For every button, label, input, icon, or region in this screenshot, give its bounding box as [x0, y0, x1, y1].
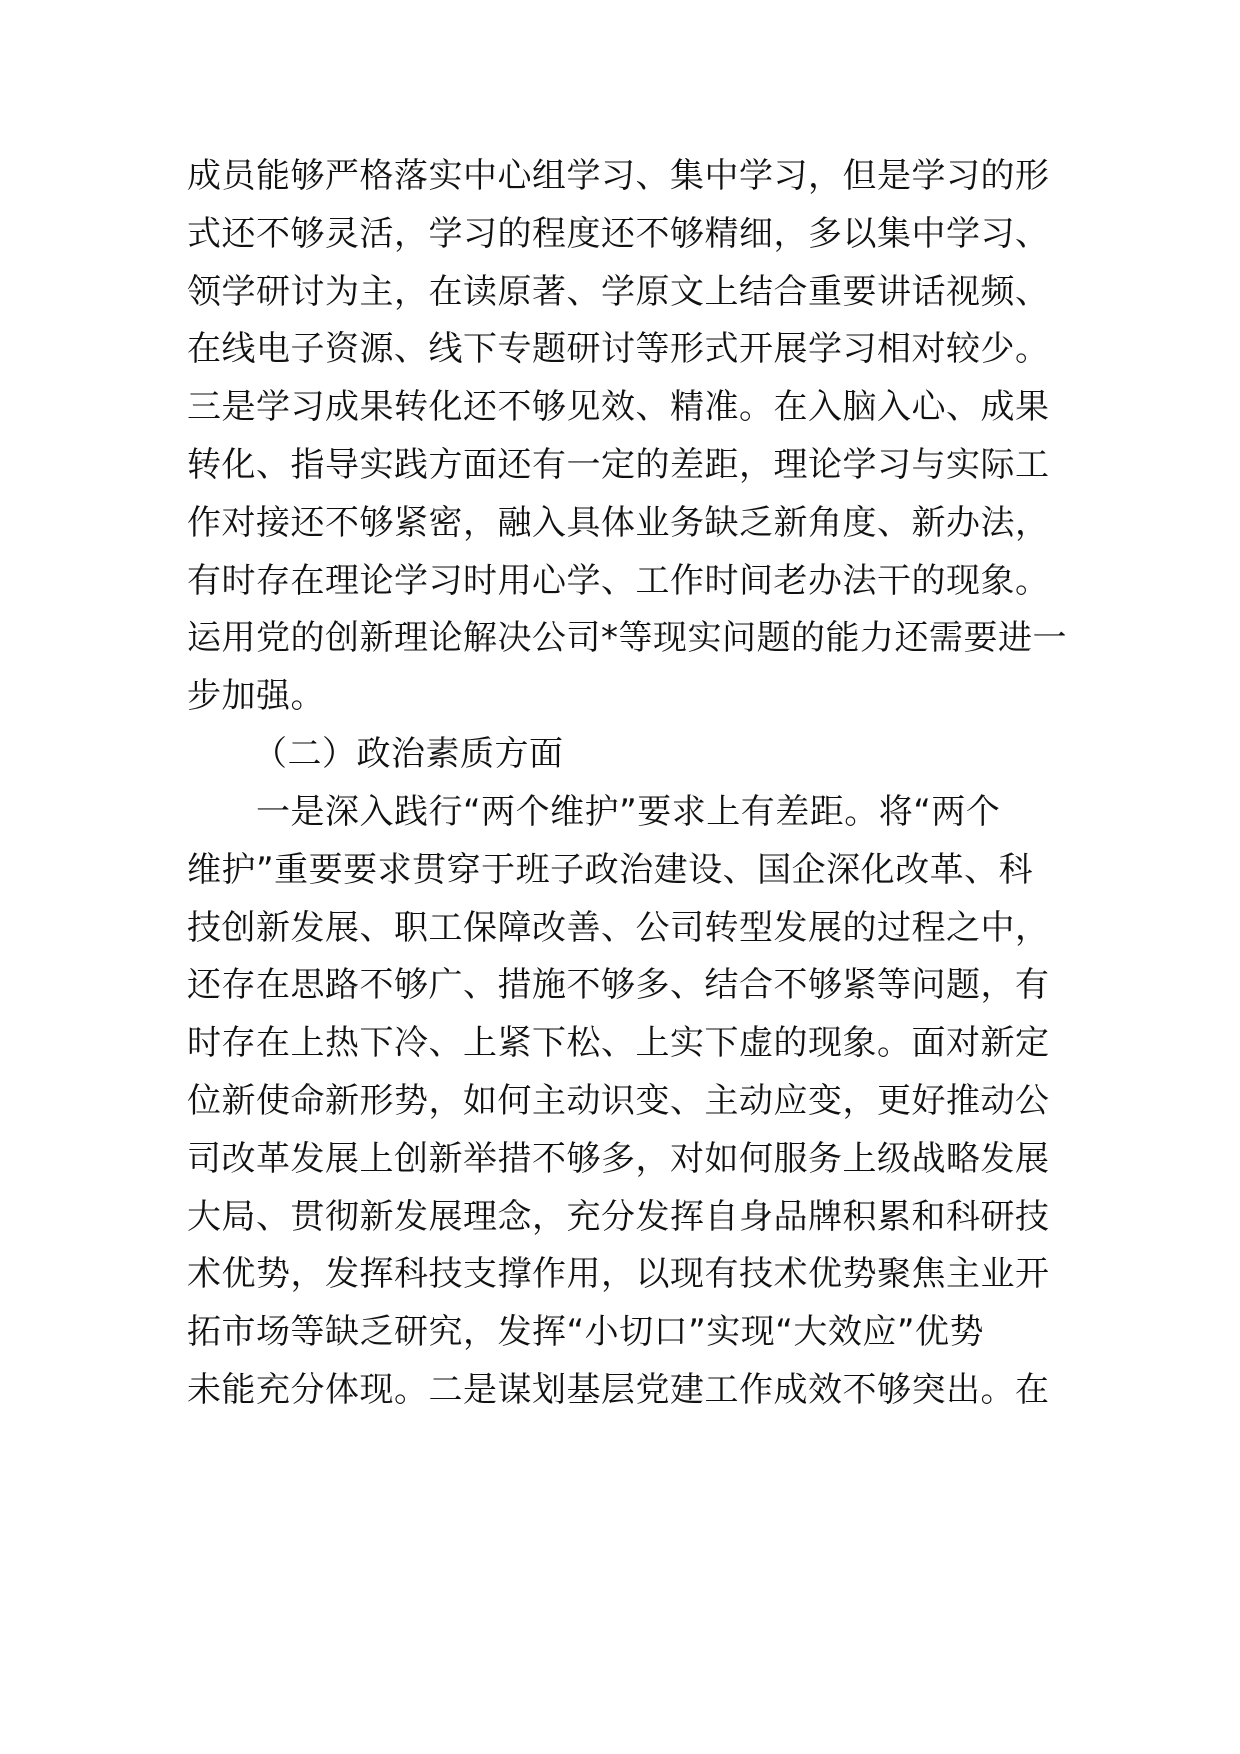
body-text-line: 时存在上热下冷、上紧下松、上实下虚的现象。面对新定	[187, 1023, 1050, 1063]
body-text-line: 维护”重要要求贯穿于班子政治建设、国企深化改革、科	[187, 850, 1034, 890]
body-text-line: 术优势，发挥科技支撑作用，以现有技术优势聚焦主业开	[187, 1254, 1050, 1294]
body-text-line: 未能充分体现。二是谋划基层党建工作成效不够突出。在	[187, 1370, 1050, 1410]
body-text-line: 运用党的创新理论解决公司*等现实问题的能力还需要进一	[187, 618, 1067, 658]
body-text-line: 作对接还不够紧密，融入具体业务缺乏新角度、新办法，	[187, 503, 1050, 543]
body-text-line: 在线电子资源、线下专题研讨等形式开展学习相对较少。	[187, 329, 1050, 369]
body-text-line: 司改革发展上创新举措不够多，对如何服务上级战略发展	[187, 1139, 1050, 1179]
body-text-line: 拓市场等缺乏研究，发挥“小切口”实现“大效应”优势	[187, 1312, 984, 1352]
body-text-line: 转化、指导实践方面还有一定的差距，理论学习与实际工	[187, 445, 1050, 485]
body-text-line: 成员能够严格落实中心组学习、集中学习，但是学习的形	[187, 156, 1050, 196]
body-text-line: 式还不够灵活，学习的程度还不够精细，多以集中学习、	[187, 214, 1050, 254]
body-text-line: 大局、贯彻新发展理念，充分发挥自身品牌积累和科研技	[187, 1197, 1050, 1237]
body-text-line: 还存在思路不够广、措施不够多、结合不够紧等问题，有	[187, 965, 1050, 1005]
paragraph-first-line: 一是深入践行“两个维护”要求上有差距。将“两个	[256, 792, 1001, 832]
body-text-line: 有时存在理论学习时用心学、工作时间老办法干的现象。	[187, 561, 1050, 601]
body-text-line: 位新使命新形势，如何主动识变、主动应变，更好推动公	[187, 1081, 1050, 1121]
body-text-line: 技创新发展、职工保障改善、公司转型发展的过程之中，	[187, 908, 1050, 948]
body-text-line: 领学研讨为主，在读原著、学原文上结合重要讲话视频、	[187, 272, 1050, 312]
body-text-line: 三是学习成果转化还不够见效、精准。在入脑入心、成果	[187, 387, 1050, 427]
section-heading: （二）政治素质方面	[253, 734, 564, 774]
body-text-line: 步加强。	[187, 676, 325, 716]
